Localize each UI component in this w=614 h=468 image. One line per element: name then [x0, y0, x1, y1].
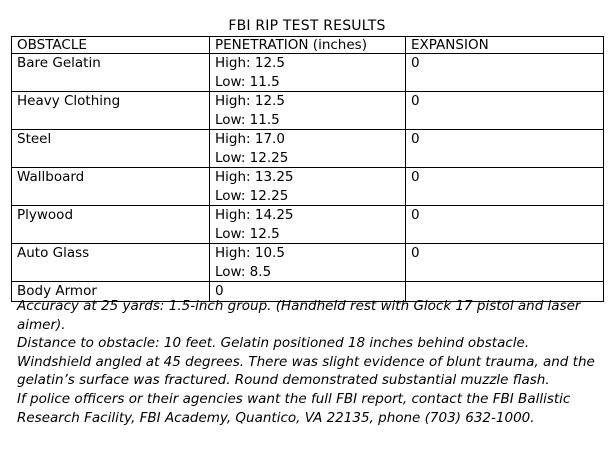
obstacle-cell: Plywood: [12, 206, 210, 244]
expansion-cell: 0: [406, 168, 604, 206]
table-row: [12, 244, 604, 282]
penetration-low: Low: 11.5: [215, 111, 280, 128]
note-contact: If police officers or their agencies want the full FBI report, contact the FBI Ballistic Research Facility, FBI Academy, Quantico, VA 22135, phone (703) 632-1000.: [17, 390, 571, 426]
penetration-high: High: 14.25: [215, 207, 294, 223]
penetration-high: High: 10.5: [215, 245, 285, 261]
penetration-cell: [210, 54, 406, 92]
table-row: [12, 54, 604, 92]
page-title: FBI RIP TEST RESULTS: [228, 18, 386, 34]
penetration-high: High: 13.25: [215, 169, 294, 185]
note-distance: Distance to obstacle: 10 feet. Gelatin positioned 18 inches behind obstacle. Windshield angled at 45 degrees. There was slight evidence of blunt trauma, and the gelatin’s surface was fractured. Round demonstrated substantial muzzle flash.: [17, 335, 595, 389]
expansion-cell: 0: [406, 130, 604, 168]
penetration-low: Low: 8.5: [215, 263, 272, 280]
obstacle-cell: Heavy Clothing: [12, 92, 210, 130]
penetration-cell: [210, 244, 406, 282]
penetration-low: Low: 12.25: [215, 187, 289, 204]
results-table: [11, 36, 604, 302]
table-header-row: [12, 37, 604, 54]
obstacle-cell: Auto Glass: [12, 244, 210, 282]
penetration-high: High: 17.0: [215, 131, 285, 147]
penetration-cell: [210, 130, 406, 168]
obstacle-cell: Body Armor: [12, 282, 210, 302]
penetration-low: Low: 11.5: [215, 73, 280, 90]
penetration-low: Low: 12.25: [215, 149, 289, 166]
obstacle-cell: Bare Gelatin: [12, 54, 210, 92]
expansion-cell: 0: [406, 92, 604, 130]
penetration-high: High: 12.5: [215, 55, 285, 71]
table-row: [12, 206, 604, 244]
header-obstacle: OBSTACLE: [12, 37, 210, 54]
note-accuracy: Accuracy at 25 yards: 1.5-inch group. (Handheld rest with Glock 17 pistol and laser aimer).: [17, 298, 581, 333]
penetration-cell: 0: [210, 282, 406, 302]
expansion-cell: 0: [406, 244, 604, 282]
table-row: [12, 168, 604, 206]
notes-section: [17, 297, 607, 427]
table-row: [12, 92, 604, 130]
penetration-cell: [210, 206, 406, 244]
penetration-cell: [210, 92, 406, 130]
header-penetration: PENETRATION (inches): [210, 37, 406, 54]
expansion-cell: 0: [406, 206, 604, 244]
table-row: [12, 130, 604, 168]
header-expansion: EXPANSION: [406, 37, 604, 54]
obstacle-cell: Wallboard: [12, 168, 210, 206]
penetration-high: High: 12.5: [215, 93, 285, 109]
expansion-cell: 0: [406, 54, 604, 92]
penetration-cell: [210, 168, 406, 206]
obstacle-cell: Steel: [12, 130, 210, 168]
penetration-low: Low: 12.5: [215, 225, 280, 242]
